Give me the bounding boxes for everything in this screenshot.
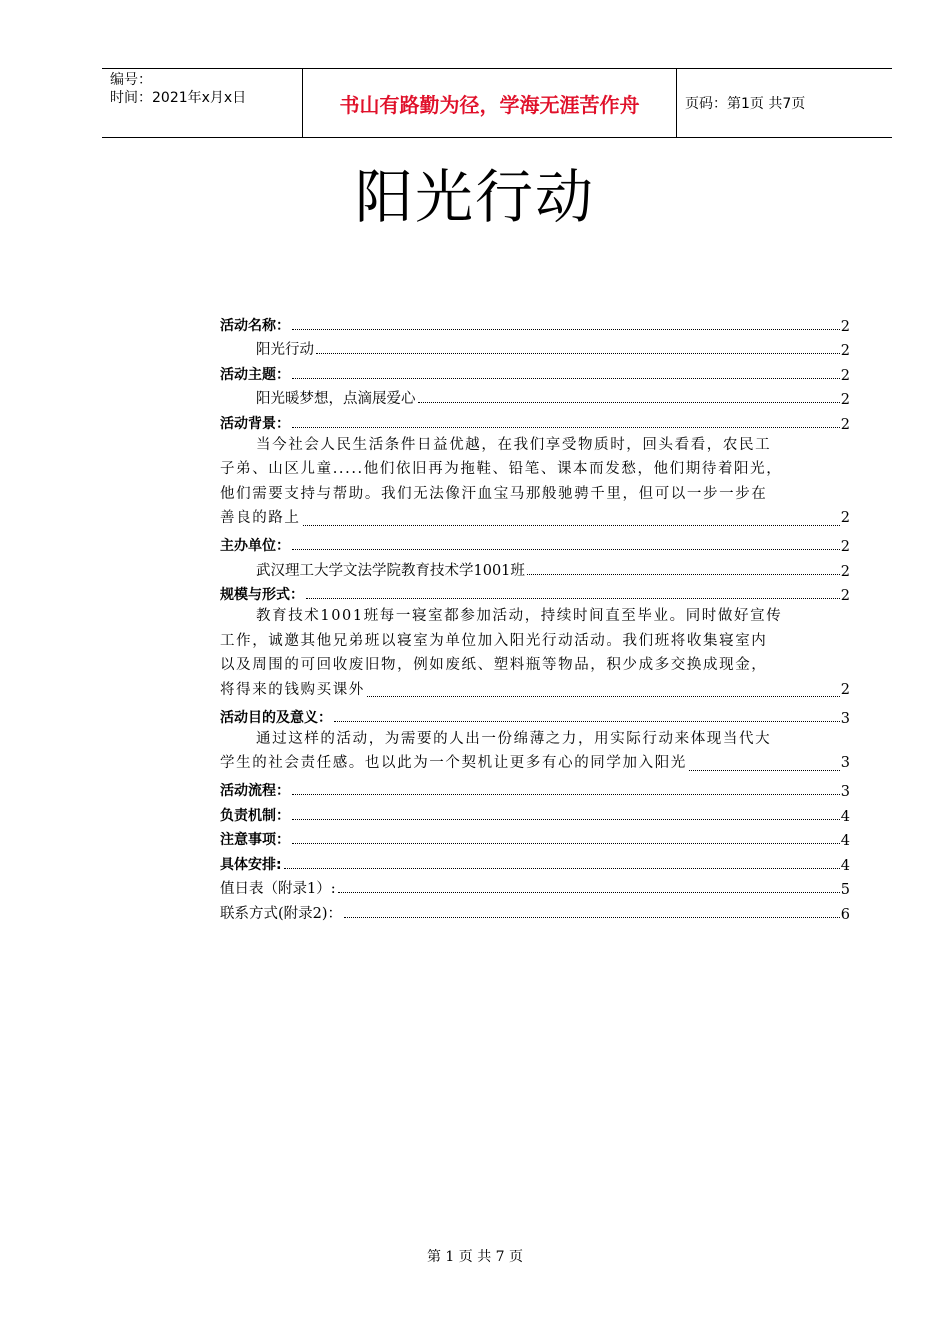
toc-leader-dots [689,770,840,771]
paragraph-last-line [220,506,850,531]
toc-entry-scale-text[interactable] [220,604,850,702]
toc-entry-responsibility[interactable] [220,800,850,825]
paragraph-line: 学生的社会责任感。也以此为一个契机让更多有心的同学加入阳光 [220,755,687,771]
toc-leader-dots [338,892,840,893]
paragraph-line: 他们需要支持与帮助。我们无法像汗血宝马那般驰骋千里，但可以一步一步在 [220,485,768,502]
header-motto: 书山有路勤为径，学海无涯苦作舟 [339,92,640,117]
paragraph-line: 通过这样的活动，为需要的人出一份绵薄之力，用实际行动来体现当代大 [256,730,772,747]
toc-entry-scale[interactable] [220,580,850,605]
toc-entry-label: 联系方式(附录2)： [220,905,343,922]
toc-leader-dots [334,721,840,722]
toc-entry-label: 具体安排: [220,856,282,873]
toc-leader-dots [527,574,840,575]
toc-page-number: 2 [840,367,850,384]
toc-entry-organizer-value[interactable] [220,555,850,580]
toc-entry-notes[interactable] [220,825,850,850]
header-page-info: 页码：第1页 共7页 [685,96,806,112]
paragraph-line: 将得来的钱购买课外 [220,681,365,698]
toc-page-number: 3 [840,784,850,800]
page-footer: 第 1 页 共 7 页 [426,1249,524,1265]
toc-entry-label: 活动名称： [220,317,290,334]
toc-entry-label: 活动目的及意义： [220,709,332,726]
toc-page-number: 5 [840,882,850,898]
toc-page-number: 2 [840,539,850,555]
toc-entry-label: 规模与形式： [220,587,304,603]
toc-entry-label: 主办单位： [220,538,290,554]
toc-entry-label: 武汉理工大学文法学院教育技术学1001班 [256,562,525,579]
toc-page-number: 2 [840,563,850,580]
header-motto-cell [303,69,677,137]
paragraph-last-line [220,751,850,776]
paragraph-last-line [220,678,850,703]
document-title: 阳光行动 [354,163,595,231]
toc-page-number: 4 [840,833,850,849]
toc-leader-dots [367,696,840,697]
toc-page-number: 2 [840,392,850,408]
toc-page-number: 2 [840,510,850,526]
toc-leader-dots [292,427,840,428]
toc-entry-purpose[interactable] [220,702,850,727]
toc-page-number: 4 [840,857,850,874]
toc-page-number: 2 [840,588,850,604]
toc-entry-label: 值日表（附录1）: [220,881,336,897]
toc-entry-theme[interactable] [220,359,850,384]
toc-entry-organizer[interactable] [220,531,850,556]
toc-leader-dots [284,868,840,869]
document-number-label: 编号： [110,72,152,88]
toc-entry-label: 活动流程： [220,783,290,799]
toc-leader-dots [292,819,840,820]
toc-page-number: 3 [840,755,850,771]
toc-entry-background[interactable] [220,408,850,433]
toc-page-number: 6 [840,906,850,923]
toc-entry-label: 阳光暖梦想，点滴展爱心 [256,391,416,407]
toc-page-number: 2 [840,343,850,359]
paragraph-line: 以及周围的可回收废旧物，例如废纸、塑料瓶等物品，积少成多交换成现金， [220,657,768,673]
toc-page-number: 3 [840,710,850,727]
toc-leader-dots [303,525,840,526]
toc-entry-background-text[interactable] [220,433,850,531]
toc-entry-duty-table[interactable] [220,874,850,899]
toc-entry-label: 注意事项： [220,832,290,848]
paragraph-line: 子弟、山区儿童.....他们依旧再为拖鞋、铅笔、课本而发愁，他们期待着阳光， [220,461,783,477]
toc-entry-label: 活动背景： [220,415,290,432]
toc-leader-dots [306,598,840,599]
toc-leader-dots [418,402,840,403]
toc-entry-label: 活动主题： [220,366,290,383]
toc-page-number: 2 [840,681,850,698]
toc-page-number: 4 [840,808,850,825]
table-of-contents [220,310,850,923]
toc-entry-contact[interactable] [220,898,850,923]
toc-page-number: 2 [840,416,850,433]
toc-entry-theme-value[interactable] [220,384,850,409]
toc-entry-label: 负责机制： [220,807,290,824]
paragraph-line: 善良的路上 [220,510,301,526]
page-header [102,68,892,138]
paragraph-line: 教育技术1001班每一寝室都参加活动，持续时间直至毕业。同时做好宣传 [256,608,783,624]
paragraph-line: 当今社会人民生活条件日益优越，在我们享受物质时，回头看看，农民工 [256,436,772,453]
toc-entry-activity-name[interactable] [220,310,850,335]
toc-leader-dots [292,378,840,379]
toc-leader-dots [316,353,840,354]
toc-entry-purpose-text[interactable] [220,727,850,776]
toc-entry-activity-name-value[interactable] [220,335,850,360]
toc-page-number: 2 [840,318,850,335]
toc-leader-dots [344,917,840,918]
toc-entry-label: 阳光行动 [256,342,314,358]
document-date: 时间：2021年x月x日 [110,90,247,106]
toc-leader-dots [292,549,840,550]
toc-entry-arrangement[interactable] [220,849,850,874]
toc-leader-dots [292,843,840,844]
toc-leader-dots [292,794,840,795]
toc-entry-process[interactable] [220,776,850,801]
toc-leader-dots [292,329,840,330]
header-meta [102,69,303,137]
paragraph-line: 工作，诚邀其他兄弟班以寝室为单位加入阳光行动活动。我们班将收集寝室内 [220,632,768,649]
